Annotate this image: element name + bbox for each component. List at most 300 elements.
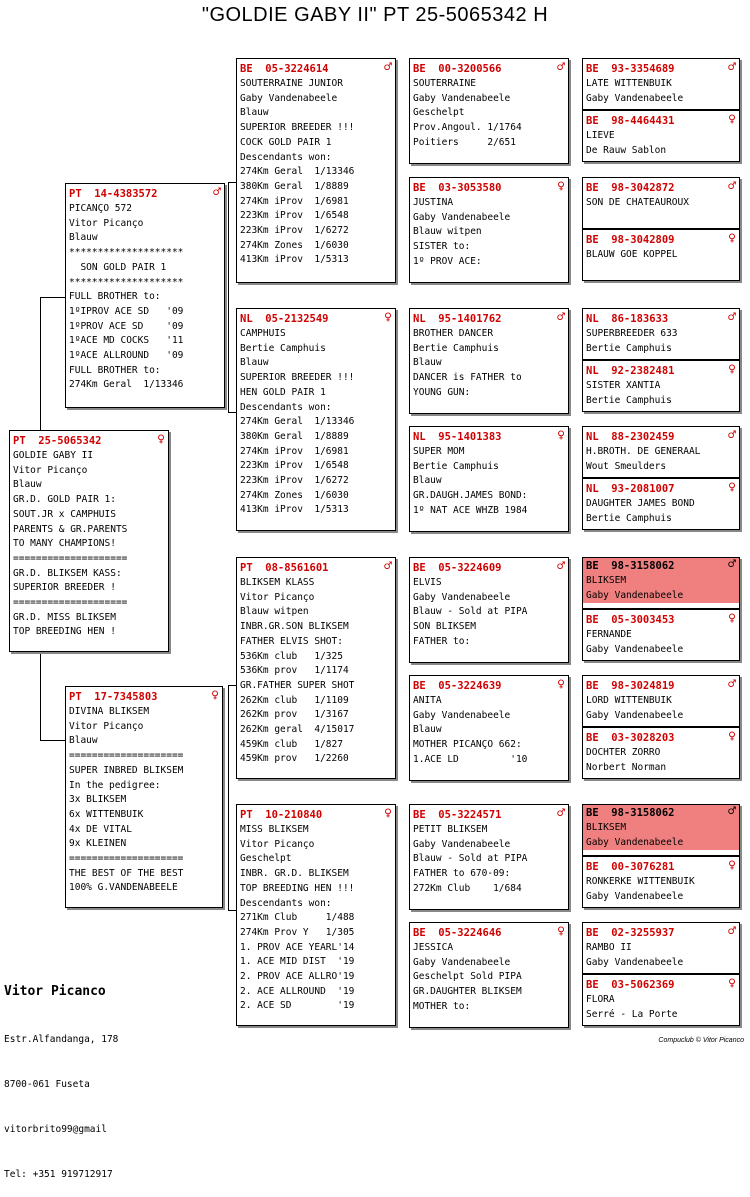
sex-icon: ♀ [157,432,165,447]
pedigree-box-fm [236,308,396,531]
bird-info-line: Serré - La Porte [586,1008,678,1020]
ring-number: BE 05-3224609 [413,562,502,574]
bird-info-line: Gaby Vandenabeele [413,709,511,721]
pedigree-box-g14 [582,856,740,908]
pedigree-box-mfm [409,675,569,781]
ring-number: BE 05-3003453 [586,614,675,626]
connector-line [228,910,236,911]
bird-info-line: 262Km geral 4/15017 [240,724,355,736]
bird-info-line: Blauw [69,735,98,747]
bird-info-line: SON BLIKSEM [413,621,476,633]
bird-info-line: Blauw [413,724,442,736]
sex-icon: ♂ [728,179,736,194]
pedigree-box-g1 [582,58,740,110]
bird-info-line: Blauw - Sold at PIPA [413,606,528,618]
bird-info-line: Bertie Camphuis [586,394,672,406]
bird-info-line: 380Km Geral 1/8889 [240,180,349,192]
ring-number: PT 17-7345803 [69,691,158,703]
pedigree-box-g16 [582,974,740,1026]
ring-number: BE 98-3158062 [586,560,675,572]
bird-name: PETIT BLIKSEM [413,824,488,835]
bird-info-line: DANCER is FATHER to [413,372,522,384]
pedigree-box-fmm [409,426,569,532]
bird-info-line: 100% G.VANDENABEELE [69,882,178,894]
bird-info-line: GR.DAUGH.JAMES BOND: [413,490,528,502]
bird-info-line: Bertie Camphuis [240,342,326,354]
bird-info-line: GR.D. MISS BLIKSEM [13,611,116,623]
bird-info-line: 9x KLEINEN [69,838,127,850]
bird-info-line: 380Km Geral 1/8889 [240,430,349,442]
bird-info-line: 1º PROV ACE: [413,255,482,267]
bird-info-line: Geschelpt [240,853,292,865]
bird-header [413,429,565,445]
bird-info-line: Gaby Vandenabeele [586,836,684,848]
bird-info-line: SOUT.JR x CAMPHUIS [13,508,116,520]
bird-info-line: SUPERIOR BREEDER !!! [240,122,355,134]
pedigree-box-g9 [582,557,740,609]
bird-name: PICANÇO 572 [69,203,132,214]
connector-line [228,412,236,413]
bird-info-line: Gaby Vandenabeele [586,956,684,968]
pedigree-box-g12 [582,727,740,779]
bird-info-line: Poitiers 2/651 [413,136,516,148]
bird-info-line: COCK GOLD PAIR 1 [240,136,332,148]
pedigree-box-ff [236,58,396,283]
ring-number: BE 00-3200566 [413,63,502,75]
pedigree-box-g10 [582,609,740,661]
bird-info-line: THE BEST OF THE BEST [69,867,184,879]
ring-number: BE 03-3028203 [586,732,675,744]
bird-info-line: ==================== [13,552,128,564]
bird-info-line: Blauw [69,232,98,244]
bird-info-line: FATHER to 670-09: [413,868,511,880]
bird-info-line: Geschelpt Sold PIPA [413,971,522,983]
sex-icon: ♂ [557,806,565,821]
bird-header [413,560,565,576]
pedigree-box-g7 [582,426,740,478]
sex-icon: ♀ [728,480,736,495]
sex-icon: ♀ [557,428,565,443]
bird-info-line: GR.FATHER SUPER SHOT [240,679,355,691]
connector-line [228,182,236,183]
sex-icon: ♀ [728,362,736,377]
connector-line [228,297,229,412]
bird-info-line: 1ºPROV ACE SD '09 [69,320,184,332]
bird-info-line: Gaby Vandenabeele [586,643,684,655]
bird-name: SON DE CHATEAUROUX [586,197,689,208]
bird-name: DOCHTER ZORRO [586,747,661,758]
bird-header [586,363,736,379]
bird-name: RONKERKE WITTENBUIK [586,876,695,887]
sex-icon: ♂ [728,428,736,443]
bird-name: SUPERBREEDER 633 [586,328,678,339]
bird-info-line: 536Km club 1/325 [240,650,343,662]
bird-info-line: Gaby Vandenabeele [413,211,511,223]
sex-icon: ♂ [728,310,736,325]
pedigree-box-mf [236,557,396,779]
bird-header [13,433,165,449]
pedigree-box-g4 [582,229,740,281]
bird-info-line: TOP BREEDING HEN ! [13,626,116,638]
bird-info-line: Blauw [240,357,269,369]
bird-name: BLIKSEM [586,575,627,586]
bird-header [586,612,736,628]
bird-info-line: FATHER to: [413,635,471,647]
sex-icon: ♂ [557,60,565,75]
bird-info-line: ==================== [69,750,184,762]
ring-number: NL 05-2132549 [240,313,329,325]
ring-number: BE 05-3224571 [413,809,502,821]
bird-info-line: 6x WITTENBUIK [69,808,144,820]
bird-info-line: GR.D. BLIKSEM KASS: [13,567,122,579]
bird-info-line: 4x DE VITAL [69,823,132,835]
bird-info-line: Gaby Vandenabeele [413,838,511,850]
ring-number: BE 98-3024819 [586,680,675,692]
bird-name: BLAUW GOE KOPPEL [586,249,678,260]
pedigree-box-mmf [409,804,569,910]
bird-header [413,311,565,327]
bird-header [583,805,739,821]
bird-info-line: 413Km iProv 1/5313 [240,504,349,516]
bird-info-line: 271Km Club 1/488 [240,912,355,924]
owner-block [4,952,118,1197]
bird-header [240,311,392,327]
pedigree-box-g15 [582,922,740,974]
sex-icon: ♂ [728,677,736,692]
bird-info-line: Blauw - Sold at PIPA [413,853,528,865]
sex-icon: ♀ [728,976,736,991]
bird-name: SISTER XANTIA [586,380,661,391]
bird-info-line: Descendants won: [240,401,332,413]
bird-info-line: 274Km iProv 1/6981 [240,445,349,457]
bird-info-line: Gaby Vandenabeele [586,92,684,104]
sex-icon: ♀ [728,858,736,873]
bird-header [586,180,736,196]
bird-info-line: Vitor Picanço [240,838,315,850]
bird-info-line: Gaby Vandenabeele [413,92,511,104]
pedigree-box-mother [65,686,223,908]
pedigree-box-subject [9,430,169,652]
bird-header [586,678,736,694]
bird-info-line: Descendants won: [240,151,332,163]
bird-info-line: ******************** [69,276,184,288]
bird-info-line: 459Km club 1/827 [240,738,343,750]
bird-header [240,560,392,576]
bird-info-line: 274Km Prov Y 1/305 [240,926,355,938]
bird-name: CAMPHUIS [240,328,286,339]
bird-info-line: Gaby Vandenabeele [240,92,338,104]
bird-info-line: 1º NAT ACE WHZB 1984 [413,504,528,516]
bird-info-line: 223Km iProv 1/6548 [240,460,349,472]
ring-number: BE 03-5062369 [586,979,675,991]
bird-info-line: 274Km Geral 1/13346 [69,379,184,391]
ring-number: NL 92-2382481 [586,365,675,377]
bird-name: BLIKSEM KLASS [240,577,315,588]
bird-info-line: Gaby Vandenabeele [586,589,684,601]
pedigree-box-fff [409,58,569,164]
pedigree-box-g5 [582,308,740,360]
bird-header [240,61,392,77]
bird-name: DIVINA BLIKSEM [69,706,150,717]
bird-info-line: 223Km iProv 1/6272 [240,475,349,487]
bird-info-line: 1ºACE MD COCKS '11 [69,335,184,347]
bird-name: DAUGHTER JAMES BOND [586,498,695,509]
bird-info-line: SUPER INBRED BLIKSEM [69,764,184,776]
sex-icon: ♀ [557,924,565,939]
bird-info-line: INBR.GR.SON BLIKSEM [240,621,349,633]
footer-credit: Compuclub © Vitor Picanco [658,1037,744,1044]
bird-header [240,807,392,823]
bird-info-line: Norbert Norman [586,761,667,773]
bird-name: BLIKSEM [586,822,627,833]
sex-icon: ♀ [384,806,392,821]
sex-icon: ♀ [384,310,392,325]
ring-number: BE 05-3224639 [413,680,502,692]
bird-info-line: Blauw [413,475,442,487]
ring-number: BE 05-3224646 [413,927,502,939]
bird-info-line: TOP BREEDING HEN !!! [240,882,355,894]
pedigree-box-father [65,183,225,408]
ring-number: PT 25-5065342 [13,435,102,447]
bird-info-line: FULL BROTHER to: [69,291,161,303]
bird-info-line: PARENTS & GR.PARENTS [13,523,128,535]
bird-header [586,429,736,445]
bird-header [586,61,736,77]
page-title: "GOLDIE GABY II" PT 25-5065342 H [201,4,549,26]
bird-info-line: 274Km Geral 1/13346 [240,166,355,178]
bird-name: RAMBO II [586,942,632,953]
bird-info-line: Vitor Picanço [240,591,315,603]
ring-number: PT 10-210840 [240,809,323,821]
bird-name: JESSICA [413,942,454,953]
bird-info-line: SISTER to: [413,241,471,253]
ring-number: BE 93-3354689 [586,63,675,75]
sex-icon: ♂ [384,559,392,574]
ring-number: BE 05-3224614 [240,63,329,75]
pedigree-box-g3 [582,177,740,229]
connector-line [40,297,65,298]
bird-name: GOLDIE GABY II [13,450,94,461]
bird-info-line: Blauw witpen [413,226,482,238]
bird-info-line: 3x BLIKSEM [69,794,127,806]
bird-info-line: 1. ACE MID DIST '19 [240,956,355,968]
bird-info-line: SUPERIOR BREEDER ! [13,582,116,594]
bird-info-line: Bertie Camphuis [413,342,499,354]
connector-line [228,182,229,297]
bird-info-line: MOTHER to: [413,1000,471,1012]
bird-info-line: 413Km iProv 1/5313 [240,254,349,266]
bird-name: SOUTERRAINE [413,78,476,89]
bird-header [586,859,736,875]
bird-info-line: SON GOLD PAIR 1 [69,261,167,273]
sex-icon: ♀ [728,231,736,246]
ring-number: NL 95-1401762 [413,313,502,325]
bird-info-line: Bertie Camphuis [413,460,499,472]
bird-info-line: Vitor Picanço [69,217,144,229]
bird-name: JUSTINA [413,197,454,208]
ring-number: NL 93-2081007 [586,483,675,495]
connector-line [228,685,236,686]
bird-info-line: MOTHER PICANÇO 662: [413,739,522,751]
bird-info-line: 2. ACE SD '19 [240,1000,355,1012]
bird-header [69,689,219,705]
sex-icon: ♀ [211,688,219,703]
bird-info-line: 223Km iProv 1/6272 [240,225,349,237]
connector-line [40,740,65,741]
connector-line [228,685,229,740]
connector-line [40,297,41,430]
pedigree-box-g11 [582,675,740,727]
pedigree-box-g13 [582,804,740,856]
bird-info-line: TO MANY CHAMPIONS! [13,538,116,550]
bird-name: LIEVE [586,130,615,141]
bird-name: MISS BLIKSEM [240,824,309,835]
bird-info-line: 1. PROV ACE YEARL'14 [240,941,355,953]
bird-header [413,678,565,694]
sex-icon: ♀ [728,112,736,127]
ring-number: BE 98-3042809 [586,234,675,246]
ring-number: BE 03-3053580 [413,182,502,194]
bird-info-line: FATHER ELVIS SHOT: [240,635,343,647]
bird-header [586,977,736,993]
bird-info-line: 1.ACE LD '10 [413,753,528,765]
bird-info-line: 459Km prov 1/2260 [240,753,349,765]
bird-info-line: Wout Smeulders [586,460,667,472]
bird-info-line: 262Km club 1/1109 [240,694,349,706]
bird-info-line: 274Km Zones 1/6030 [240,239,349,251]
connector-line [40,652,41,740]
bird-header [586,481,736,497]
bird-name: H.BROTH. DE GENERAAL [586,446,701,457]
bird-info-line: In the pedigree: [69,779,161,791]
bird-info-line: 2. ACE ALLROUND '19 [240,985,355,997]
bird-info-line: Geschelpt [413,107,465,119]
bird-info-line: Blauw witpen [240,606,309,618]
pedigree-box-g2 [582,110,740,162]
bird-info-line: 536Km prov 1/1174 [240,665,349,677]
sex-icon: ♂ [557,559,565,574]
ring-number: NL 95-1401383 [413,431,502,443]
pedigree-box-g8 [582,478,740,530]
bird-info-line: Prov.Angoul. 1/1764 [413,122,522,134]
pedigree-box-mff [409,557,569,663]
bird-info-line: SUPERIOR BREEDER !!! [240,372,355,384]
bird-info-line: 262Km prov 1/3167 [240,709,349,721]
bird-name: LATE WITTENBUIK [586,78,672,89]
bird-header [413,925,565,941]
connector-line [228,740,229,910]
bird-name: FERNANDE [586,629,632,640]
sex-icon: ♂ [384,60,392,75]
bird-header [586,730,736,746]
pedigree-box-mmm [409,922,569,1028]
sex-icon: ♂ [557,310,565,325]
bird-info-line: YOUNG GUN: [413,386,471,398]
bird-info-line: GR.DAUGHTER BLIKSEM [413,986,522,998]
ring-number: BE 98-3158062 [586,807,675,819]
sex-icon: ♀ [557,677,565,692]
bird-header [586,925,736,941]
ring-number: PT 08-8561601 [240,562,329,574]
bird-info-line: 2. PROV ACE ALLRO'19 [240,971,355,983]
bird-info-line: 272Km Club 1/684 [413,882,522,894]
bird-header [413,180,565,196]
bird-info-line: Blauw [240,107,269,119]
sex-icon: ♂ [728,557,736,572]
sex-icon: ♀ [728,611,736,626]
bird-info-line: Gaby Vandenabeele [586,890,684,902]
ring-number: NL 88-2302459 [586,431,675,443]
owner-address: Estr.Alfandanga, 178 [4,1034,119,1045]
bird-info-line: 1ºACE ALLROUND '09 [69,350,184,362]
bird-info-line: GR.D. GOLD PAIR 1: [13,494,116,506]
ring-number: BE 02-3255937 [586,927,675,939]
sex-icon: ♂ [213,185,221,200]
ring-number: BE 98-4464431 [586,115,675,127]
bird-header [586,232,736,248]
bird-info-line: ==================== [13,597,128,609]
ring-number: BE 98-3042872 [586,182,675,194]
bird-name: SOUTERRAINE JUNIOR [240,78,343,89]
sex-icon: ♂ [728,804,736,819]
owner-phone: Tel: +351 919712917 [4,1169,113,1180]
ring-number: NL 86-183633 [586,313,669,325]
bird-info-line: INBR. GR.D. BLIKSEM [240,868,349,880]
bird-info-line: De Rauw Sablon [586,144,667,156]
sex-icon: ♂ [728,924,736,939]
pedigree-box-g6 [582,360,740,412]
bird-header [413,61,565,77]
bird-name: ANITA [413,695,442,706]
bird-info-line: ==================== [69,853,184,865]
bird-header [69,186,221,202]
bird-info-line: Blauw [413,357,442,369]
bird-header [586,311,736,327]
sex-icon: ♀ [557,179,565,194]
bird-info-line: Blauw [13,479,42,491]
bird-info-line: 223Km iProv 1/6548 [240,210,349,222]
bird-name: BROTHER DANCER [413,328,494,339]
bird-info-line: Vitor Picanço [13,464,88,476]
bird-name: SUPER MOM [413,446,465,457]
sex-icon: ♀ [728,729,736,744]
bird-header [586,113,736,129]
bird-info-line: Descendants won: [240,897,332,909]
owner-email: vitorbrito99@gmail [4,1124,107,1135]
bird-info-line: 274Km iProv 1/6981 [240,195,349,207]
bird-info-line: Bertie Camphuis [586,342,672,354]
bird-name: LORD WITTENBUIK [586,695,672,706]
bird-info-line: Bertie Camphuis [586,512,672,524]
bird-info-line: FULL BROTHER to: [69,364,161,376]
bird-name: ELVIS [413,577,442,588]
bird-info-line: ******************** [69,247,184,259]
bird-info-line: Gaby Vandenabeele [413,591,511,603]
owner-name: Vitor Picanco [4,984,106,999]
sex-icon: ♂ [728,60,736,75]
bird-header [583,558,739,574]
owner-postal: 8700-061 Fuseta [4,1079,90,1090]
pedigree-box-mm [236,804,396,1026]
bird-info-line: HEN GOLD PAIR 1 [240,386,326,398]
bird-name: FLORA [586,994,615,1005]
bird-info-line: Gaby Vandenabeele [586,709,684,721]
bird-info-line: 274Km Zones 1/6030 [240,489,349,501]
pedigree-box-ffm [409,177,569,283]
pedigree-box-fmf [409,308,569,414]
bird-info-line: 274Km Geral 1/13346 [240,416,355,428]
ring-number: PT 14-4383572 [69,188,158,200]
